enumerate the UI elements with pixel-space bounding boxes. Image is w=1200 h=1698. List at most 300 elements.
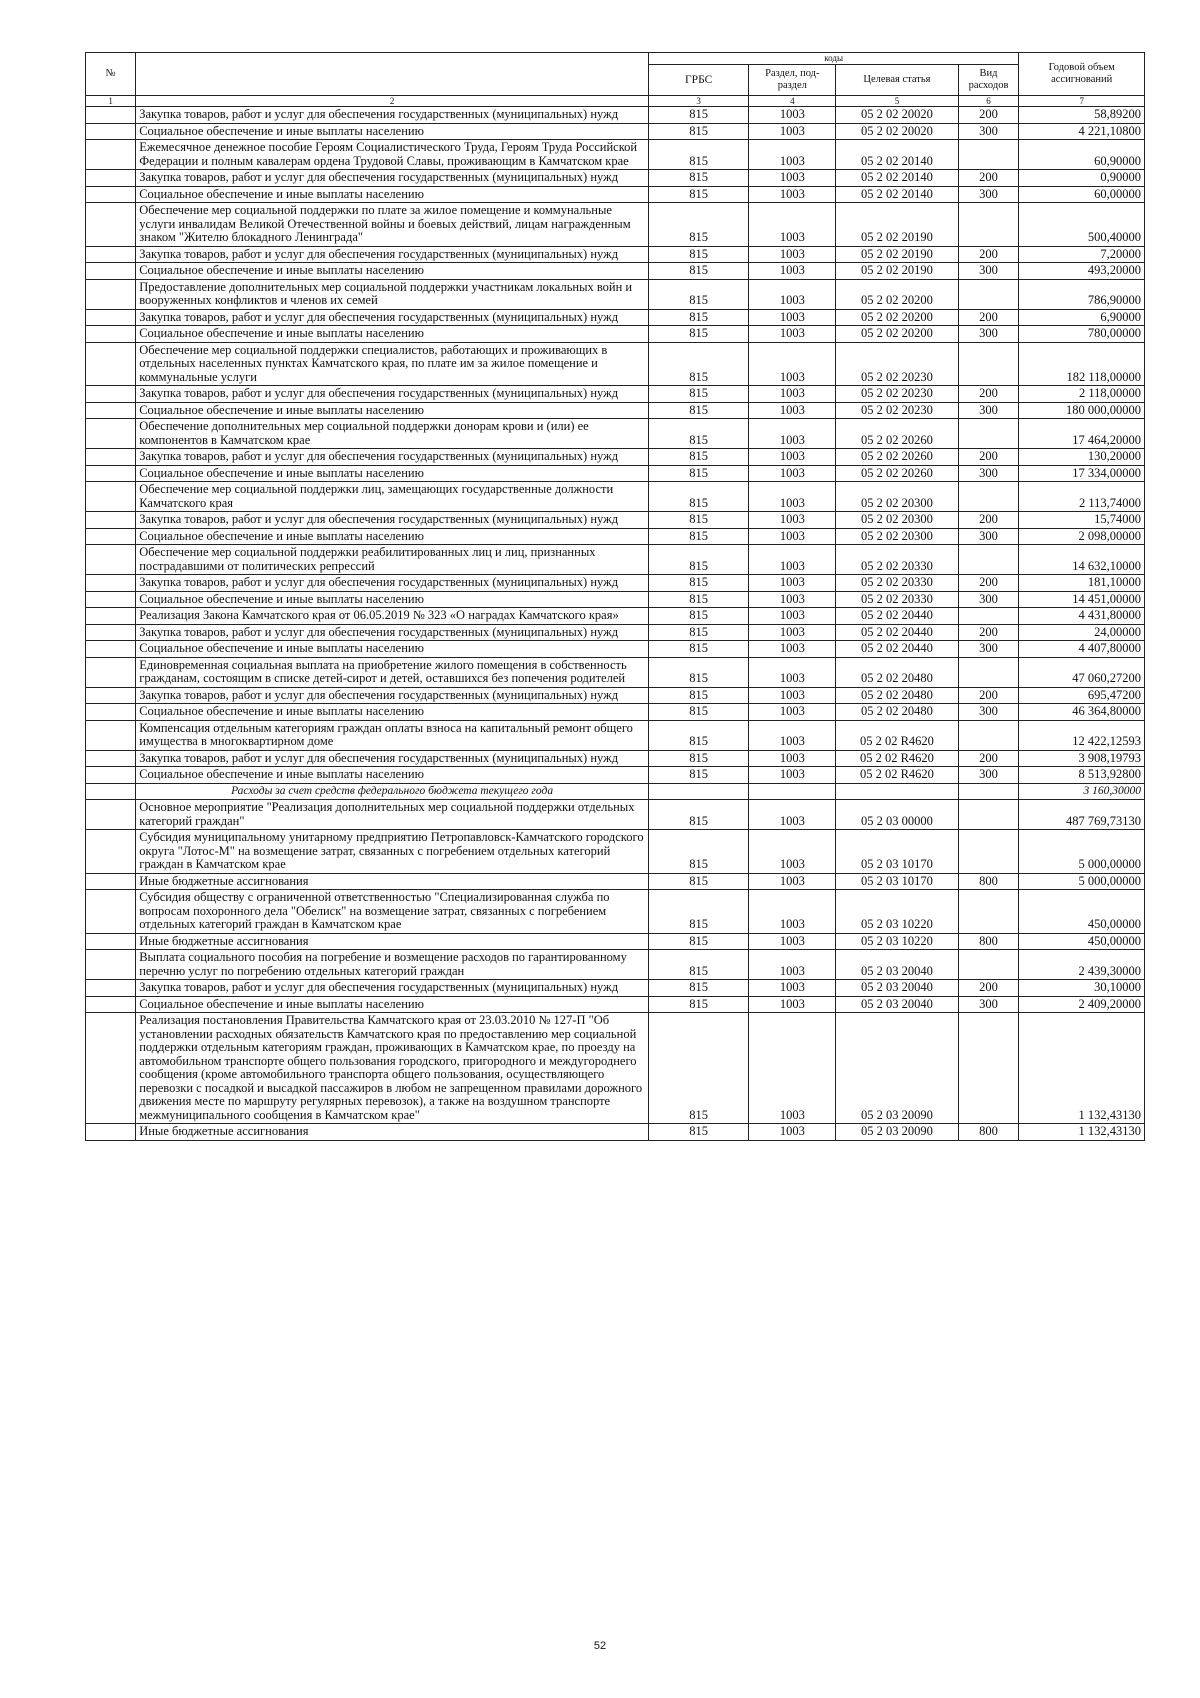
- cell-vid: 200: [958, 107, 1019, 124]
- cell-num: [86, 140, 136, 170]
- cell-grbs: 815: [648, 720, 748, 750]
- cell-razdel: 1003: [749, 996, 836, 1013]
- cell-num: [86, 342, 136, 386]
- table-row: [86, 246, 1145, 263]
- cell-vid: 300: [958, 263, 1019, 280]
- cell-cel: 05 2 03 00000: [836, 800, 958, 830]
- cell-grbs: 815: [648, 512, 748, 529]
- table-row: [86, 342, 1145, 386]
- header-codes: коды: [648, 53, 1018, 65]
- table-header: [86, 53, 1145, 107]
- cell-razdel: 1003: [749, 1013, 836, 1124]
- cell-cel: 05 2 02 20480: [836, 657, 958, 687]
- cell-razdel: 1003: [749, 980, 836, 997]
- cell-razdel: 1003: [749, 419, 836, 449]
- cell-cel: 05 2 03 10220: [836, 890, 958, 934]
- cell-sum: 8 513,92800: [1019, 767, 1145, 784]
- cell-num: [86, 950, 136, 980]
- table-row: [86, 980, 1145, 997]
- cell-razdel: 1003: [749, 449, 836, 466]
- cell-cel: 05 2 02 20140: [836, 140, 958, 170]
- cell-razdel: 1003: [749, 933, 836, 950]
- cell-name: Ежемесячное денежное пособие Героям Социалистического Труда, Героям Труда Российской Федерации и полным кавалерам ордена Трудовой Славы, проживающим в Камчатском крае: [136, 140, 649, 170]
- cell-sum: 180 000,00000: [1019, 402, 1145, 419]
- cell-cel: 05 2 03 10220: [836, 933, 958, 950]
- table-row: [86, 419, 1145, 449]
- table-row: [86, 402, 1145, 419]
- cell-cel: 05 2 02 20440: [836, 608, 958, 625]
- cell-vid: 300: [958, 996, 1019, 1013]
- cell-name: Социальное обеспечение и иные выплаты населению: [136, 402, 649, 419]
- cell-vid: 200: [958, 309, 1019, 326]
- cell-num: [86, 591, 136, 608]
- cell-grbs: 815: [648, 465, 748, 482]
- table-row: [86, 608, 1145, 625]
- cell-cel: 05 2 02 20300: [836, 482, 958, 512]
- table-row: [86, 624, 1145, 641]
- cell-sum: 0,90000: [1019, 170, 1145, 187]
- cell-grbs: 815: [648, 890, 748, 934]
- column-number: 2: [136, 96, 649, 107]
- cell-razdel: 1003: [749, 591, 836, 608]
- cell-sum: 2 118,00000: [1019, 386, 1145, 403]
- cell-num: [86, 933, 136, 950]
- cell-name: Социальное обеспечение и иные выплаты населению: [136, 704, 649, 721]
- cell-cel: 05 2 02 20200: [836, 279, 958, 309]
- cell-grbs: 815: [648, 933, 748, 950]
- table-row: [86, 575, 1145, 592]
- cell-vid: 300: [958, 402, 1019, 419]
- table-row: [86, 186, 1145, 203]
- cell-vid: 200: [958, 246, 1019, 263]
- cell-cel: 05 2 02 20140: [836, 170, 958, 187]
- cell-vid: [958, 800, 1019, 830]
- cell-num: [86, 309, 136, 326]
- table-row: [86, 933, 1145, 950]
- cell-grbs: 815: [648, 608, 748, 625]
- cell-name: Обеспечение мер социальной поддержки специалистов, работающих и проживающих в отдельных населенных пунктах Камчатского края, по плате им за жилое помещение и коммунальные услуги: [136, 342, 649, 386]
- cell-cel: 05 2 02 20330: [836, 575, 958, 592]
- cell-name: Закупка товаров, работ и услуг для обеспечения государственных (муниципальных) нужд: [136, 309, 649, 326]
- cell-num: [86, 545, 136, 575]
- cell-grbs: 815: [648, 996, 748, 1013]
- cell-vid: 200: [958, 386, 1019, 403]
- cell-razdel: 1003: [749, 657, 836, 687]
- cell-num: [86, 279, 136, 309]
- cell-razdel: [749, 783, 836, 800]
- cell-sum: 493,20000: [1019, 263, 1145, 280]
- table-row: [86, 890, 1145, 934]
- cell-cel: 05 2 02 20190: [836, 246, 958, 263]
- header-num: №: [86, 53, 136, 96]
- cell-sum: 182 118,00000: [1019, 342, 1145, 386]
- cell-vid: [958, 1013, 1019, 1124]
- cell-sum: 14 632,10000: [1019, 545, 1145, 575]
- cell-name: Закупка товаров, работ и услуг для обеспечения государственных (муниципальных) нужд: [136, 386, 649, 403]
- cell-num: [86, 704, 136, 721]
- cell-num: [86, 873, 136, 890]
- cell-grbs: 815: [648, 386, 748, 403]
- cell-num: [86, 419, 136, 449]
- column-number: 3: [648, 96, 748, 107]
- cell-name: Субсидия обществу с ограниченной ответственностью "Специализированная служба по вопросам похоронного дела "Обелиск" на возмещение затрат, связанных с погребением отдельных категорий граждан в Камчатском крае: [136, 890, 649, 934]
- cell-razdel: 1003: [749, 203, 836, 247]
- cell-cel: 05 2 02 20200: [836, 326, 958, 343]
- cell-name: Обеспечение мер социальной поддержки лиц, замещающих государственные должности Камчатского края: [136, 482, 649, 512]
- cell-grbs: 815: [648, 279, 748, 309]
- header-razdel: Раздел, под-раздел: [749, 65, 836, 96]
- column-numbers-row: [86, 96, 1145, 107]
- cell-num: [86, 482, 136, 512]
- cell-name: Социальное обеспечение и иные выплаты населению: [136, 641, 649, 658]
- table-row: [86, 309, 1145, 326]
- cell-grbs: 815: [648, 830, 748, 874]
- cell-num: [86, 386, 136, 403]
- column-number: 4: [749, 96, 836, 107]
- cell-num: [86, 528, 136, 545]
- cell-cel: 05 2 02 R4620: [836, 750, 958, 767]
- cell-num: [86, 326, 136, 343]
- cell-sum: 30,10000: [1019, 980, 1145, 997]
- cell-vid: [958, 482, 1019, 512]
- cell-vid: 300: [958, 641, 1019, 658]
- cell-name: Социальное обеспечение и иные выплаты населению: [136, 326, 649, 343]
- table-row: [86, 203, 1145, 247]
- cell-sum: 60,00000: [1019, 186, 1145, 203]
- column-number: 7: [1019, 96, 1145, 107]
- cell-sum: 1 132,43130: [1019, 1124, 1145, 1141]
- cell-vid: 200: [958, 449, 1019, 466]
- cell-razdel: 1003: [749, 750, 836, 767]
- cell-vid: [958, 342, 1019, 386]
- cell-sum: 130,20000: [1019, 449, 1145, 466]
- cell-cel: 05 2 02 20020: [836, 107, 958, 124]
- cell-grbs: 815: [648, 263, 748, 280]
- header-grbs: ГРБС: [648, 65, 748, 96]
- cell-vid: 200: [958, 575, 1019, 592]
- cell-name: Закупка товаров, работ и услуг для обеспечения государственных (муниципальных) нужд: [136, 575, 649, 592]
- cell-num: [86, 203, 136, 247]
- table-row: [86, 996, 1145, 1013]
- cell-grbs: [648, 783, 748, 800]
- cell-vid: [958, 608, 1019, 625]
- cell-grbs: 815: [648, 123, 748, 140]
- cell-razdel: 1003: [749, 512, 836, 529]
- table-row: [86, 873, 1145, 890]
- cell-razdel: 1003: [749, 140, 836, 170]
- cell-name: Социальное обеспечение и иные выплаты населению: [136, 767, 649, 784]
- table-row: [86, 465, 1145, 482]
- cell-num: [86, 465, 136, 482]
- cell-razdel: 1003: [749, 279, 836, 309]
- table-row: [86, 687, 1145, 704]
- cell-sum: 58,89200: [1019, 107, 1145, 124]
- cell-vid: 200: [958, 687, 1019, 704]
- cell-sum: 15,74000: [1019, 512, 1145, 529]
- cell-num: [86, 624, 136, 641]
- cell-cel: 05 2 02 20190: [836, 263, 958, 280]
- table-row: [86, 326, 1145, 343]
- cell-num: [86, 186, 136, 203]
- cell-sum: 60,90000: [1019, 140, 1145, 170]
- cell-razdel: 1003: [749, 386, 836, 403]
- cell-razdel: 1003: [749, 890, 836, 934]
- table-row: [86, 720, 1145, 750]
- cell-cel: 05 2 02 20140: [836, 186, 958, 203]
- cell-sum: 487 769,73130: [1019, 800, 1145, 830]
- cell-grbs: 815: [648, 528, 748, 545]
- cell-name: Основное мероприятие "Реализация дополнительных мер социальной поддержки отдельных категорий граждан": [136, 800, 649, 830]
- cell-sum: 5 000,00000: [1019, 873, 1145, 890]
- cell-sum: 1 132,43130: [1019, 1013, 1145, 1124]
- cell-num: [86, 783, 136, 800]
- cell-sum: 2 439,30000: [1019, 950, 1145, 980]
- cell-cel: 05 2 02 20330: [836, 545, 958, 575]
- cell-sum: 6,90000: [1019, 309, 1145, 326]
- cell-name: Закупка товаров, работ и услуг для обеспечения государственных (муниципальных) нужд: [136, 624, 649, 641]
- cell-razdel: 1003: [749, 1124, 836, 1141]
- cell-cel: 05 2 02 20300: [836, 512, 958, 529]
- cell-num: [86, 449, 136, 466]
- cell-num: [86, 980, 136, 997]
- table-row: [86, 545, 1145, 575]
- cell-grbs: 815: [648, 170, 748, 187]
- cell-grbs: 815: [648, 1124, 748, 1141]
- cell-sum: 2 098,00000: [1019, 528, 1145, 545]
- table-row: [86, 1013, 1145, 1124]
- cell-cel: 05 2 03 20040: [836, 950, 958, 980]
- cell-sum: 4 431,80000: [1019, 608, 1145, 625]
- cell-vid: [958, 830, 1019, 874]
- cell-name: Иные бюджетные ассигнования: [136, 933, 649, 950]
- table-row: [86, 528, 1145, 545]
- cell-sum: 4 407,80000: [1019, 641, 1145, 658]
- cell-vid: 800: [958, 1124, 1019, 1141]
- cell-vid: [958, 783, 1019, 800]
- cell-razdel: 1003: [749, 767, 836, 784]
- cell-num: [86, 575, 136, 592]
- cell-name: Реализация постановления Правительства Камчатского края от 23.03.2010 № 127-П "Об установлении расходных обязательств Камчатского края по предоставлению мер социальной поддержки отдельным категориям граждан, проживающих в Камчатском крае, по проезду на автомобильном транспорте общего пользования городского, пригородного и междугороднего сообщения (кроме автомобильного транспорта общего пользования, осуществляющего перевозки с посадкой и высадкой пассажиров в любом не запрещенном правилами дорожного движения месте по маршруту регулярных перевозок), а также на воздушном транспорте межмуниципального сообщения в Камчатском крае": [136, 1013, 649, 1124]
- cell-cel: 05 2 02 R4620: [836, 720, 958, 750]
- cell-vid: [958, 419, 1019, 449]
- cell-sum: 786,90000: [1019, 279, 1145, 309]
- cell-sum: 12 422,12593: [1019, 720, 1145, 750]
- cell-grbs: 815: [648, 800, 748, 830]
- cell-cel: [836, 783, 958, 800]
- cell-name: Закупка товаров, работ и услуг для обеспечения государственных (муниципальных) нужд: [136, 170, 649, 187]
- cell-cel: 05 2 02 R4620: [836, 767, 958, 784]
- cell-razdel: 1003: [749, 624, 836, 641]
- cell-grbs: 815: [648, 186, 748, 203]
- cell-vid: 300: [958, 591, 1019, 608]
- cell-num: [86, 170, 136, 187]
- cell-vid: 200: [958, 750, 1019, 767]
- cell-num: [86, 720, 136, 750]
- table-row: [86, 140, 1145, 170]
- cell-grbs: 815: [648, 342, 748, 386]
- cell-sum: 14 451,00000: [1019, 591, 1145, 608]
- cell-vid: 200: [958, 170, 1019, 187]
- cell-vid: [958, 657, 1019, 687]
- cell-razdel: 1003: [749, 950, 836, 980]
- cell-grbs: 815: [648, 950, 748, 980]
- cell-cel: 05 2 02 20300: [836, 528, 958, 545]
- cell-razdel: 1003: [749, 246, 836, 263]
- cell-vid: 300: [958, 123, 1019, 140]
- cell-name: Социальное обеспечение и иные выплаты населению: [136, 263, 649, 280]
- cell-cel: 05 2 02 20440: [836, 624, 958, 641]
- cell-cel: 05 2 02 20260: [836, 449, 958, 466]
- cell-name: Социальное обеспечение и иные выплаты населению: [136, 123, 649, 140]
- cell-grbs: 815: [648, 545, 748, 575]
- cell-grbs: 815: [648, 309, 748, 326]
- cell-sum: 181,10000: [1019, 575, 1145, 592]
- column-number: 1: [86, 96, 136, 107]
- cell-razdel: 1003: [749, 263, 836, 280]
- cell-razdel: 1003: [749, 123, 836, 140]
- cell-vid: [958, 545, 1019, 575]
- cell-num: [86, 123, 136, 140]
- cell-sum: 3 908,19793: [1019, 750, 1145, 767]
- cell-razdel: 1003: [749, 873, 836, 890]
- cell-cel: 05 2 02 20200: [836, 309, 958, 326]
- cell-cel: 05 2 02 20230: [836, 402, 958, 419]
- table-row: [86, 750, 1145, 767]
- cell-razdel: 1003: [749, 482, 836, 512]
- cell-vid: 300: [958, 704, 1019, 721]
- cell-sum: 24,00000: [1019, 624, 1145, 641]
- table-row: [86, 386, 1145, 403]
- cell-name: Закупка товаров, работ и услуг для обеспечения государственных (муниципальных) нужд: [136, 750, 649, 767]
- cell-num: [86, 608, 136, 625]
- cell-cel: 05 2 02 20330: [836, 591, 958, 608]
- cell-razdel: 1003: [749, 528, 836, 545]
- cell-vid: [958, 890, 1019, 934]
- cell-cel: 05 2 02 20440: [836, 641, 958, 658]
- cell-num: [86, 1013, 136, 1124]
- cell-sum: 500,40000: [1019, 203, 1145, 247]
- cell-name: Закупка товаров, работ и услуг для обеспечения государственных (муниципальных) нужд: [136, 107, 649, 124]
- header-name: [136, 53, 649, 96]
- cell-razdel: 1003: [749, 309, 836, 326]
- cell-grbs: 815: [648, 704, 748, 721]
- cell-num: [86, 767, 136, 784]
- cell-vid: [958, 279, 1019, 309]
- cell-num: [86, 890, 136, 934]
- cell-vid: 200: [958, 624, 1019, 641]
- cell-name: Закупка товаров, работ и услуг для обеспечения государственных (муниципальных) нужд: [136, 980, 649, 997]
- table-row: [86, 800, 1145, 830]
- cell-cel: 05 2 03 20090: [836, 1124, 958, 1141]
- cell-vid: 300: [958, 528, 1019, 545]
- cell-name: Закупка товаров, работ и услуг для обеспечения государственных (муниципальных) нужд: [136, 449, 649, 466]
- cell-cel: 05 2 02 20190: [836, 203, 958, 247]
- cell-grbs: 815: [648, 449, 748, 466]
- cell-name: Закупка товаров, работ и услуг для обеспечения государственных (муниципальных) нужд: [136, 246, 649, 263]
- cell-name: Социальное обеспечение и иные выплаты населению: [136, 186, 649, 203]
- column-number: 6: [958, 96, 1019, 107]
- table-row: [86, 950, 1145, 980]
- cell-vid: [958, 950, 1019, 980]
- table-row: [86, 830, 1145, 874]
- cell-name: Закупка товаров, работ и услуг для обеспечения государственных (муниципальных) нужд: [136, 687, 649, 704]
- cell-grbs: 815: [648, 203, 748, 247]
- table-row: [86, 123, 1145, 140]
- table-row: [86, 170, 1145, 187]
- cell-num: [86, 246, 136, 263]
- cell-name: Расходы за счет средств федерального бюджета текущего года: [136, 783, 649, 800]
- cell-name: Предоставление дополнительных мер социальной поддержки участникам локальных войн и вооруженных конфликтов и членов их семей: [136, 279, 649, 309]
- cell-grbs: 815: [648, 419, 748, 449]
- cell-cel: 05 2 02 20260: [836, 419, 958, 449]
- cell-sum: 2 409,20000: [1019, 996, 1145, 1013]
- cell-razdel: 1003: [749, 687, 836, 704]
- cell-grbs: 815: [648, 687, 748, 704]
- cell-cel: 05 2 02 20020: [836, 123, 958, 140]
- cell-num: [86, 687, 136, 704]
- cell-razdel: 1003: [749, 186, 836, 203]
- cell-num: [86, 1124, 136, 1141]
- cell-cel: 05 2 02 20480: [836, 704, 958, 721]
- cell-razdel: 1003: [749, 575, 836, 592]
- cell-vid: 200: [958, 512, 1019, 529]
- cell-grbs: 815: [648, 575, 748, 592]
- cell-vid: 300: [958, 767, 1019, 784]
- table-row: [86, 657, 1145, 687]
- cell-grbs: 815: [648, 482, 748, 512]
- cell-name: Социальное обеспечение и иные выплаты населению: [136, 996, 649, 1013]
- cell-num: [86, 402, 136, 419]
- cell-name: Обеспечение мер социальной поддержки по плате за жилое помещение и коммунальные услуги инвалидам Великой Отечественной войны и боевых действий, лицам награжденным знаком "Жителю блокадного Ленинграда": [136, 203, 649, 247]
- cell-sum: 47 060,27200: [1019, 657, 1145, 687]
- cell-num: [86, 641, 136, 658]
- table-row: [86, 1124, 1145, 1141]
- table-row: [86, 512, 1145, 529]
- cell-vid: [958, 203, 1019, 247]
- cell-sum: 3 160,30000: [1019, 783, 1145, 800]
- cell-grbs: 815: [648, 750, 748, 767]
- cell-razdel: 1003: [749, 704, 836, 721]
- cell-cel: 05 2 02 20230: [836, 386, 958, 403]
- cell-name: Реализация Закона Камчатского края от 06.05.2019 № 323 «О наградах Камчатского края»: [136, 608, 649, 625]
- cell-name: Закупка товаров, работ и услуг для обеспечения государственных (муниципальных) нужд: [136, 512, 649, 529]
- cell-name: Иные бюджетные ассигнования: [136, 873, 649, 890]
- cell-name: Обеспечение дополнительных мер социальной поддержки донорам крови и (или) ее компонентов в Камчатском крае: [136, 419, 649, 449]
- cell-razdel: 1003: [749, 326, 836, 343]
- cell-razdel: 1003: [749, 608, 836, 625]
- cell-grbs: 815: [648, 246, 748, 263]
- cell-grbs: 815: [648, 980, 748, 997]
- cell-sum: 2 113,74000: [1019, 482, 1145, 512]
- table-row: [86, 263, 1145, 280]
- document-page: [85, 52, 1145, 1141]
- cell-grbs: 815: [648, 657, 748, 687]
- cell-razdel: 1003: [749, 720, 836, 750]
- cell-num: [86, 750, 136, 767]
- cell-sum: 695,47200: [1019, 687, 1145, 704]
- cell-razdel: 1003: [749, 641, 836, 658]
- cell-sum: 17 464,20000: [1019, 419, 1145, 449]
- note-row: [86, 783, 1145, 800]
- cell-name: Социальное обеспечение и иные выплаты населению: [136, 528, 649, 545]
- cell-vid: 800: [958, 933, 1019, 950]
- cell-num: [86, 263, 136, 280]
- cell-name: Выплата социального пособия на погребение и возмещение расходов по гарантированному перечню услуг по погребению отдельных категорий граждан: [136, 950, 649, 980]
- cell-vid: 300: [958, 326, 1019, 343]
- cell-num: [86, 512, 136, 529]
- cell-razdel: 1003: [749, 800, 836, 830]
- table-body: [86, 107, 1145, 1141]
